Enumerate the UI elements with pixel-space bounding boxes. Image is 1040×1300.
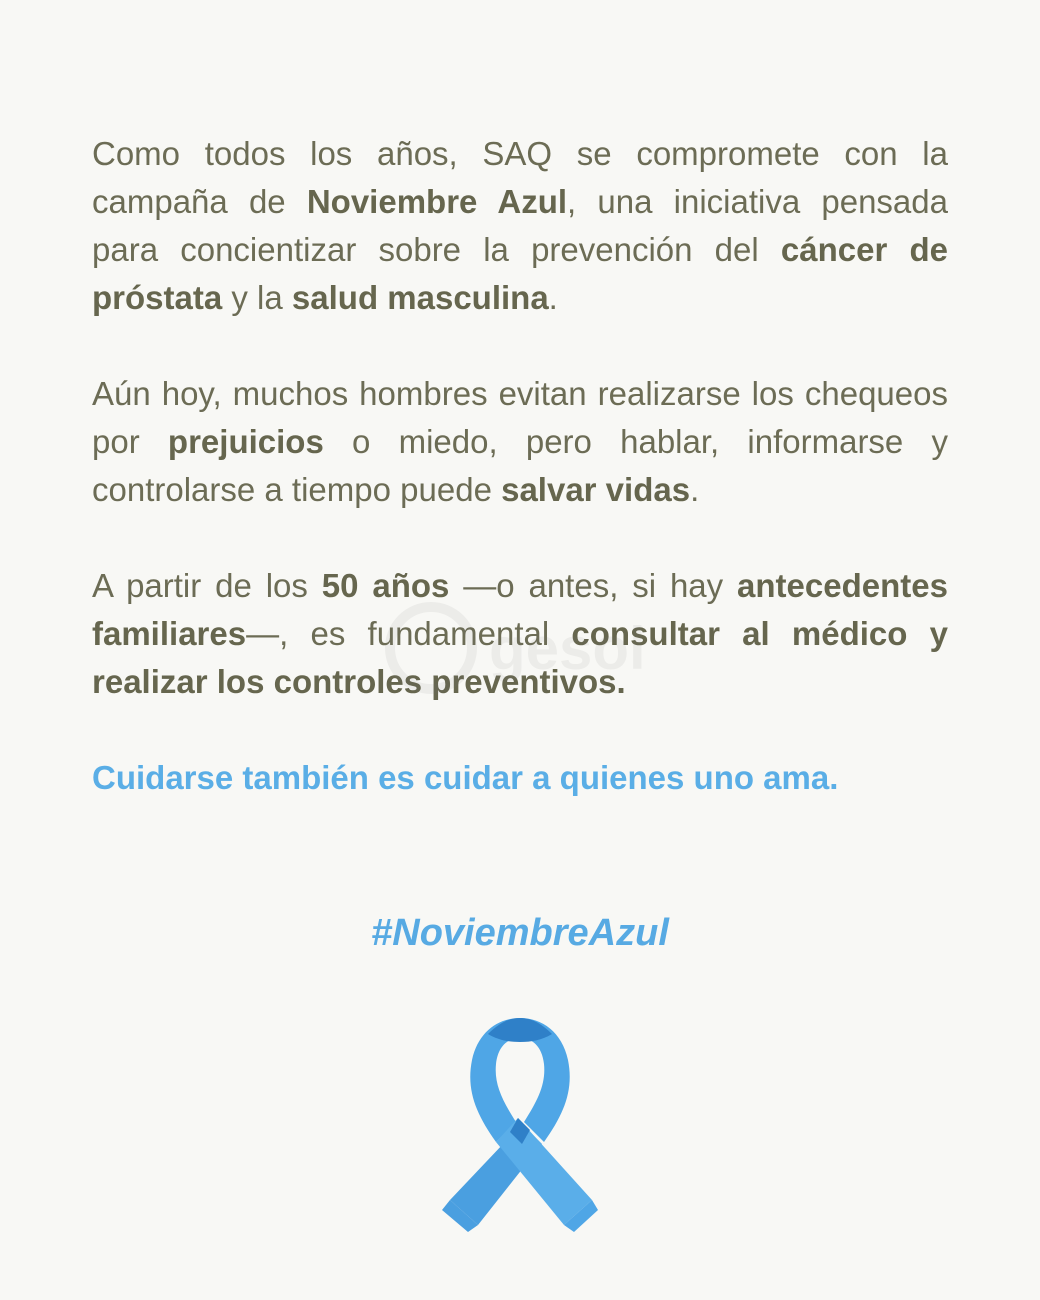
paragraph-intro — [92, 130, 948, 322]
paragraph-intro-text-4: . — [548, 279, 558, 316]
consult-doctor-highlight: consultar al médico y realizar los controles preventivos. — [92, 615, 948, 700]
age-highlight: 50 años — [321, 567, 450, 604]
family-history-highlight: antecedentes familiares — [92, 567, 948, 652]
paragraph-age-text-1: A partir de los — [92, 567, 322, 604]
paragraph-intro-text-2: , una iniciativa pensada para concientizar sobre la prevención del — [92, 183, 948, 268]
paragraph-prejudice — [92, 370, 948, 514]
paragraph-age — [92, 562, 948, 706]
prejudice-highlight: prejuicios — [167, 423, 324, 460]
campaign-name: Noviembre Azul — [306, 183, 568, 220]
save-lives-highlight: salvar vidas — [501, 471, 691, 508]
ribbon-fold — [488, 1018, 552, 1042]
paragraph-prejudice-text-1: Aún hoy, muchos hombres evitan realizarse los chequeos por — [92, 375, 948, 460]
tagline: Cuidarse también es cuidar a quienes uno ama. — [92, 759, 839, 796]
awareness-ribbon-icon — [440, 1010, 600, 1235]
paragraph-age-text-2: —o antes, si hay — [449, 567, 738, 604]
prostate-cancer-highlight: cáncer de próstata — [92, 231, 949, 316]
paragraph-age-text-3: —, es fundamental — [246, 615, 572, 652]
paragraph-intro-text-1: Como todos los años, SAQ se compromete con la campaña de — [92, 135, 948, 220]
paragraph-prejudice-text-3: . — [690, 471, 700, 508]
mens-health-highlight: salud masculina — [291, 279, 549, 316]
paragraph-intro-text-3: y la — [222, 279, 292, 316]
hashtag: #NoviembreAzul — [371, 912, 669, 954]
post-body — [92, 130, 948, 802]
watermark-text: gesol — [489, 615, 646, 682]
paragraph-prejudice-text-2: o miedo, pero hablar, informarse y controlarse a tiempo puede — [92, 423, 949, 508]
